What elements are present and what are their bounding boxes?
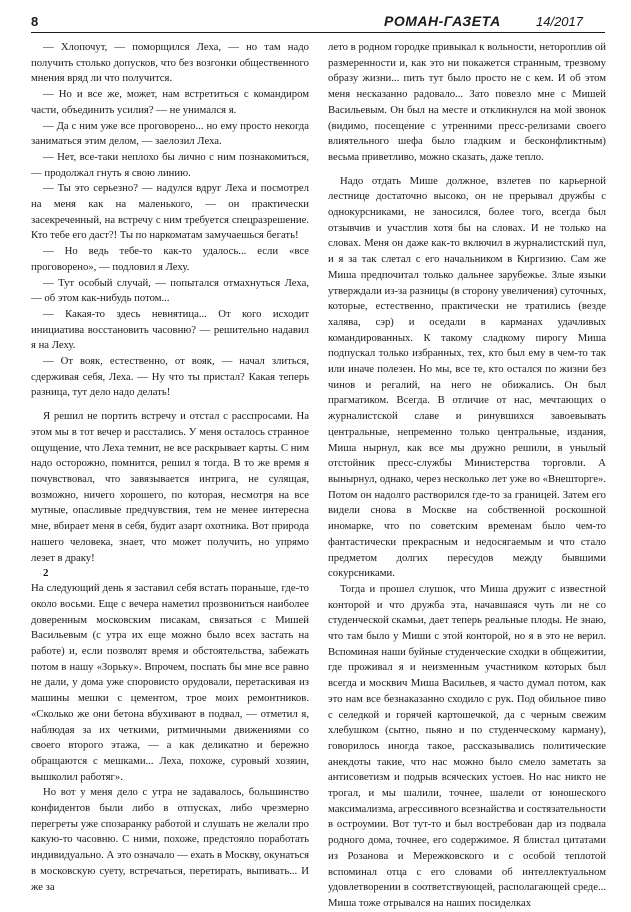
dialog-line: — Но и все же, может, нам встретиться с командиром части, объединить усилия? — не унимался я. xyxy=(31,88,309,116)
issue-number: 14/2017 xyxy=(536,14,583,29)
resolve-paragraph: Я решил не портить встречу и отстал с расспросами. На этом мы в тот вечер и расстались. У меня осталось странное ощущение, что Леха темнит, не все раскрывает карты. С ним надо осторожно, помнится, решил я тогда. В то же время я почувствовал, что завязывается интрига, не сулящая, возможно, ничего хорошего, по которая, несмотря на все мутные, опасливые предчувствия, тем не менее интересна мне, вбирает меня в себя, будит азарт охотника. Вот природа нашего человека, знает, что может получить, но упрямо лезет в драку! xyxy=(31,410,309,564)
dialog-line: — Но ведь тебе-то как-то удалось... если «все проговорено», — подловил я Леху. xyxy=(31,245,309,273)
header-rule xyxy=(31,32,605,33)
misha-continuation-paragraph: лето в родном городке привыкал к вольности, нетороплив ой размеренности и, как это ни покажется странным, трезвому образу жизни... пить тут было просто не с кем. И об этом меня несказанно радовало... Зато повезло мне с Мишей Васильевым. Он был на месте и откликнулся на мой звонок (видимо, посещение с утренними пресс-релизами своего влиятельного шефа было гладким и бесконфликтным) весьма приветливо, можно сказать, даже тепло. xyxy=(328,41,606,163)
dialog-line: — Какая-то здесь невнятица... От кого исходит инициатива восстановить часовню? — решительно надавил я на Леху. xyxy=(31,307,309,352)
dialog-line: — От вояк, естественно, от вояк, — начал злиться, сдерживая себя, Леха. — Ну что ты пристал? Какая теперь разница, тут дело надо делать! xyxy=(31,355,309,399)
dialog-line: — Тут особый случай, — попытался отмахнуться Леха, — об этом как-нибудь потом... xyxy=(31,276,309,305)
page-number: 8 xyxy=(31,14,39,29)
calls-paragraph: Но вот у меня дело с утра не задавалось, большинство конфидентов были либо в отпусках, либо чрезмерно перегреты уже спозаранку работой и слушать не желали про какую-то часовню. С ними, похоже, предстояло поработать индивидуально. А это означало — ехать в Москву, окунаться в московскую суету, встречаться, перетирать, выпивать... И же за xyxy=(31,786,309,893)
magazine-title: РОМАН-ГАЗЕТА xyxy=(384,13,501,29)
student-paragraph: Тогда и прошел слушок, что Миша дружит с известной конторой и что дружба эта, начавшаяся чуть ли не со студенческой скамьи, дает теперь реальные плоды. Не знаю, что там было у Миши с этой конторой, но я в это не верил. Вспоминая наши буйные студенческие сходки в общежитии, где проживал я и неизменным участником которых был всегда и москвич Миша Васильев, я часто думал потом, как это нам все безнаказанно сходило с рук. Под обильное пиво с селедкой и горячей картошечкой, да с черным свежим хлебушком (сытно, пьяно и по студенческому карману), говорилось иногда такое, рассказывались политические анекдоты такие, что нас можно было смело заметать за антисоветизм и подрыв всяческих устоев. Но нас никто не трогал, и мы шалили, точнее, шалели от юношеского максимализма, агрессивного всезнайства и состязательности в остроумии. Вот тут-то и был востребован дар из подвала родного дома, точнее, его содержимое. Я блистал цитатами из Розанова и Мережковского и с особой теплотой вспоминал отца с его словами об интеллектуальном удовлетворении в соответствующей, располагающей среде... Миша тоже отрывался на наших посиделках xyxy=(328,582,606,909)
section-number: 2 xyxy=(43,567,49,580)
dialog-line: — Да с ним уже все проговорено... но ему просто некогда заниматься этим делом, — заелозил Леха. xyxy=(31,119,309,148)
dialog-line: — Ты это серьезно? — надулся вдруг Леха и посмотрел на меня как на маленького, — он практически засекреченный, на встречу с ним требуется спецразрешение. Кто тебе его даст?! Ты по наркоматам замучаешься бегать! xyxy=(31,182,309,242)
morning-paragraph: На следующий день я заставил себя встать пораньше, где-то около восьми. Еще с вечера наметил прозвониться наиболее доверенным московским писакам, связаться с Мишей Васильевым (с утра их еще можно было всех застать на работе) и, если позволят время и обстоятельства, забежать потом в нашу «Зорьку». Впрочем, поспать бы мне все равно не дали, у дома уже споровисто орудовали, перетаскивая из машины мешки с цементом, трое моих ремонтников. «Сколько же они бетона вбухивают в подвал, — отметил я, наблюдая за их четкими, ритмичными движениями со своего второго этажа, — а как деликатно и бережно обращаются с мешками... Леха, похоже, суровый хозяин, вышколил работяг». xyxy=(31,582,309,783)
dialog-line: — Хлопочут, — поморщился Леха, — но там надо получить столько допусков, что без возгонки общественного мнения вряд ли что получится. xyxy=(31,41,309,85)
left-column xyxy=(31,40,309,893)
career-paragraph: Надо отдать Мише должное, взлетев по карьерной лестнице достаточно высоко, он не прерывал дружбы с однокурсниками, не заносился, более того, всегда был отзывчив и участлив хотя бы на словах. И не только на словах. Меня он даже как-то включил в журналистский пул, и я за так слетал с его начальником в Киргизию. Сам же Миша предпочитал только дальнее зарубежье. Злые языки утверждали из-за разницы (в сторону увеличения) суточных, которые, естественно, практически не тратились (везде халява, сэр) и оседали в карманах удачливых командированных. К такому сладкому пирогу Миша подпускал только избранных, тех, кто был ему в чем-то так или иначе полезен. Но мы, все те, кто остался по жизни без чинов и регалий, на него не обижались. Он был прагматиком. Всегда. В отличие от нас, мечтающих о журналистской славе и ринувшихся завоевывать центральные, непременно только центральные, издания, Миша нырнул, как все мы дружно решили, в унылый отстойник пресс-службы Министерства торговли. А вынырнул, однако, через несколько лет уже во «Внешторге». Потом он надолго растворился где-то за границей. Затем его видели снова в Москве на собственной роскошной иномарке, что по советским временам было чем-то фантастически прекрасным и недосягаемым и что стало предметом долгих пересудов между бывшими сокурсниками. xyxy=(328,174,606,580)
dialog-line: — Нет, все-таки неплохо бы лично с ним познакомиться, — продолжал гнуть я свою линию. xyxy=(31,150,309,179)
right-column xyxy=(328,40,606,909)
